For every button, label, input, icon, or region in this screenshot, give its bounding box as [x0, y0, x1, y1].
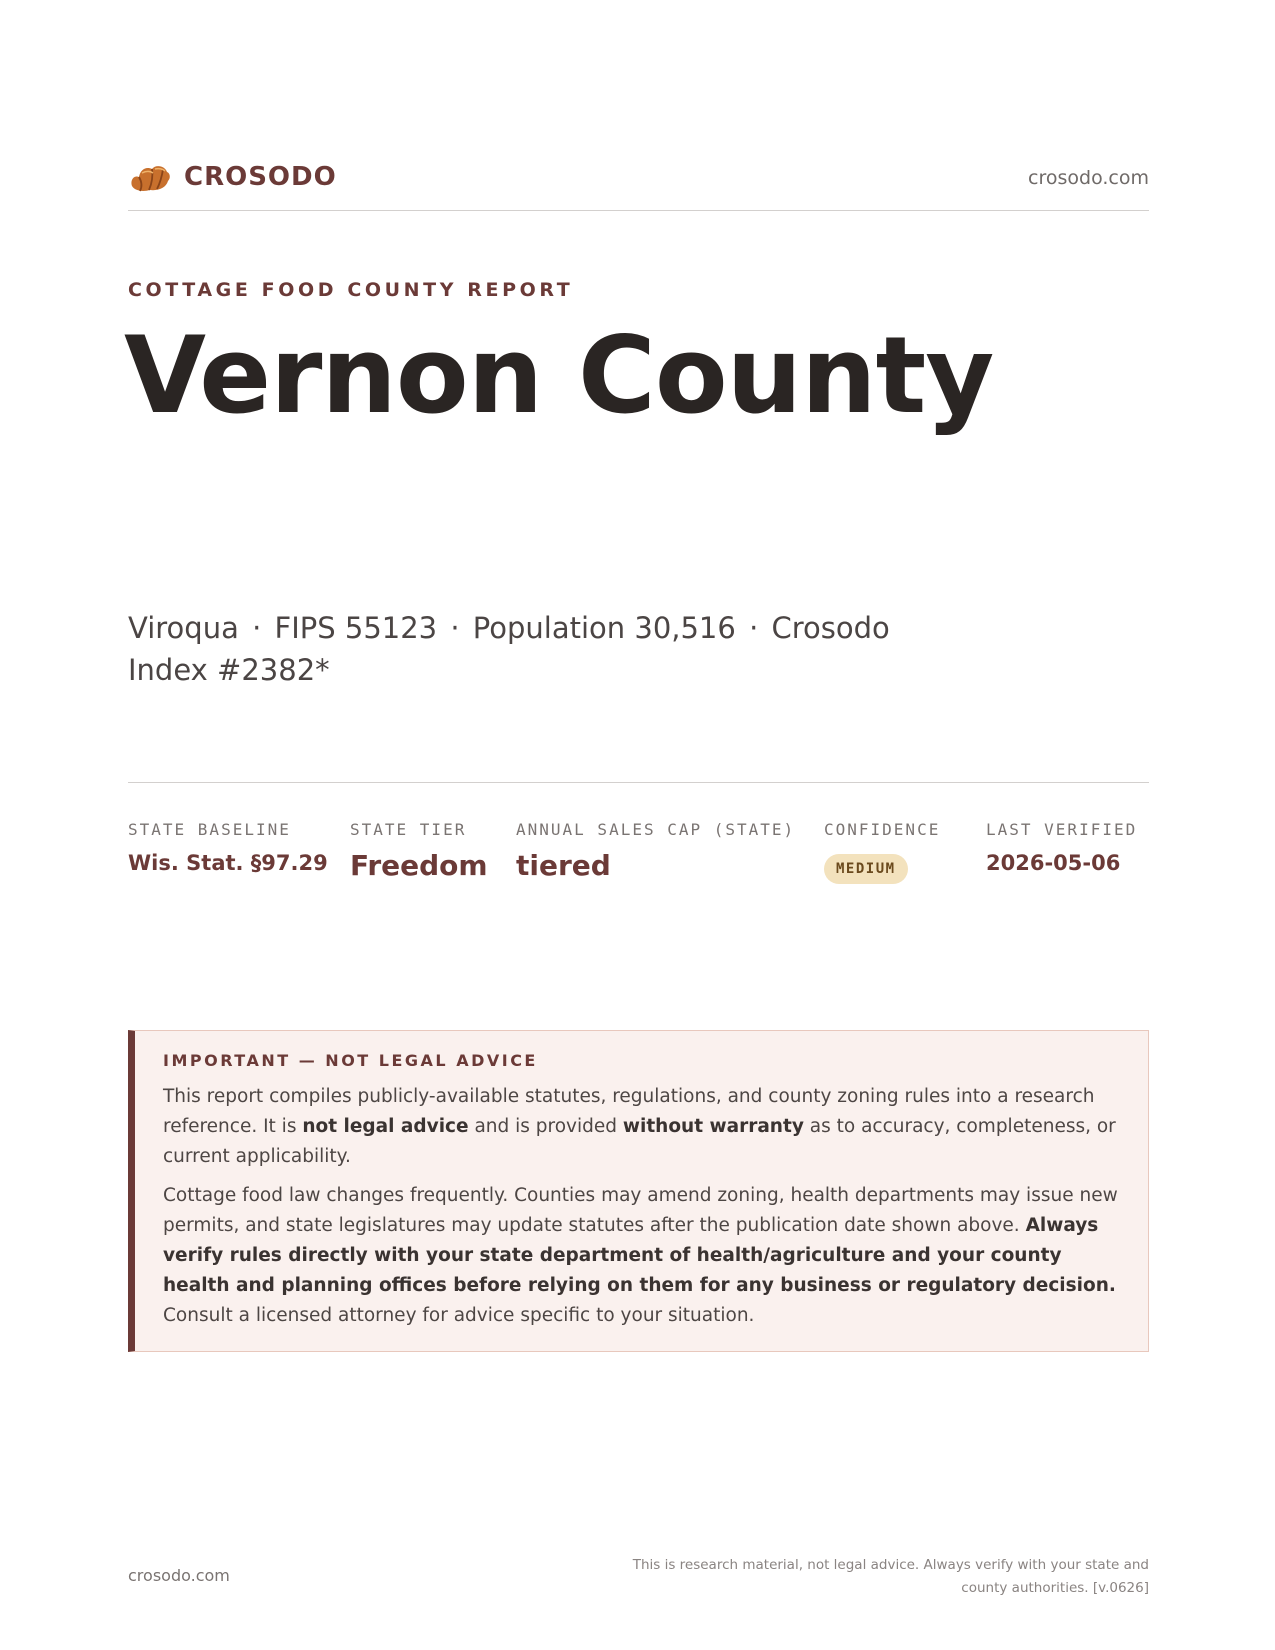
stat-last-verified [986, 820, 1137, 875]
stat-label: ANNUAL SALES CAP (STATE) [516, 820, 796, 839]
brand[interactable] [128, 158, 337, 196]
croissant-icon [128, 158, 172, 196]
status-badge: MEDIUM [824, 854, 908, 884]
fips-code: FIPS 55123 [274, 611, 438, 645]
page-header [128, 158, 1149, 211]
stat-value: Freedom [350, 849, 488, 882]
stat-label: STATE TIER [350, 820, 467, 839]
county-seat: Viroqua [128, 611, 239, 645]
legal-disclaimer [128, 1030, 1149, 1352]
stat-label: LAST VERIFIED [986, 820, 1138, 839]
disclaimer-paragraph: Cottage food law changes frequently. Counties may amend zoning, health departments may issue new permits, and state legislatures may update statutes after the publication date shown above. Always verify rules directly with your state department of health/agriculture and your county health and planning offices before relying on them for any business or regulatory decision. Consult a licensed attorney for advice specific to your situation. [163, 1185, 1118, 1326]
stat-label: CONFIDENCE [824, 820, 941, 839]
stat-confidence [824, 820, 940, 884]
separator: · [252, 611, 262, 645]
stat-value: tiered [516, 849, 611, 882]
separator: · [749, 611, 759, 645]
stat-label: STATE BASELINE [128, 820, 291, 839]
stat-state-baseline [128, 820, 328, 875]
stat-value: 2026-05-06 [986, 851, 1121, 875]
county-subtitle [128, 607, 928, 691]
stat-value: Wis. Stat. §97.29 [128, 851, 328, 875]
stats-divider [128, 782, 1149, 783]
report-page [124, 0, 1149, 1650]
disclaimer-title: IMPORTANT — NOT LEGAL ADVICE [163, 1051, 538, 1070]
header-site-link[interactable]: crosodo.com [1028, 167, 1149, 189]
population: Population 30,516 [472, 611, 736, 645]
footer-site-link[interactable]: crosodo.com [128, 1566, 230, 1585]
page-title: Vernon County [124, 314, 994, 437]
brand-name: CROSODO [184, 162, 337, 192]
disclaimer-paragraph: This report compiles publicly-available statutes, regulations, and county zoning rules into a research reference. It is not legal advice and is provided without warranty as to accuracy, completeness, or current applicability. [163, 1086, 1116, 1167]
footer-disclaimer: This is research material, not legal advice. Always verify with your state and county authorities. [v.0626] [632, 1557, 1149, 1596]
crosodo-index: Crosodo Index #2382* [128, 611, 890, 687]
stat-state-tier [350, 820, 488, 882]
separator: · [450, 611, 460, 645]
stat-sales-cap [516, 820, 795, 882]
report-eyebrow: COTTAGE FOOD COUNTY REPORT [128, 279, 574, 301]
